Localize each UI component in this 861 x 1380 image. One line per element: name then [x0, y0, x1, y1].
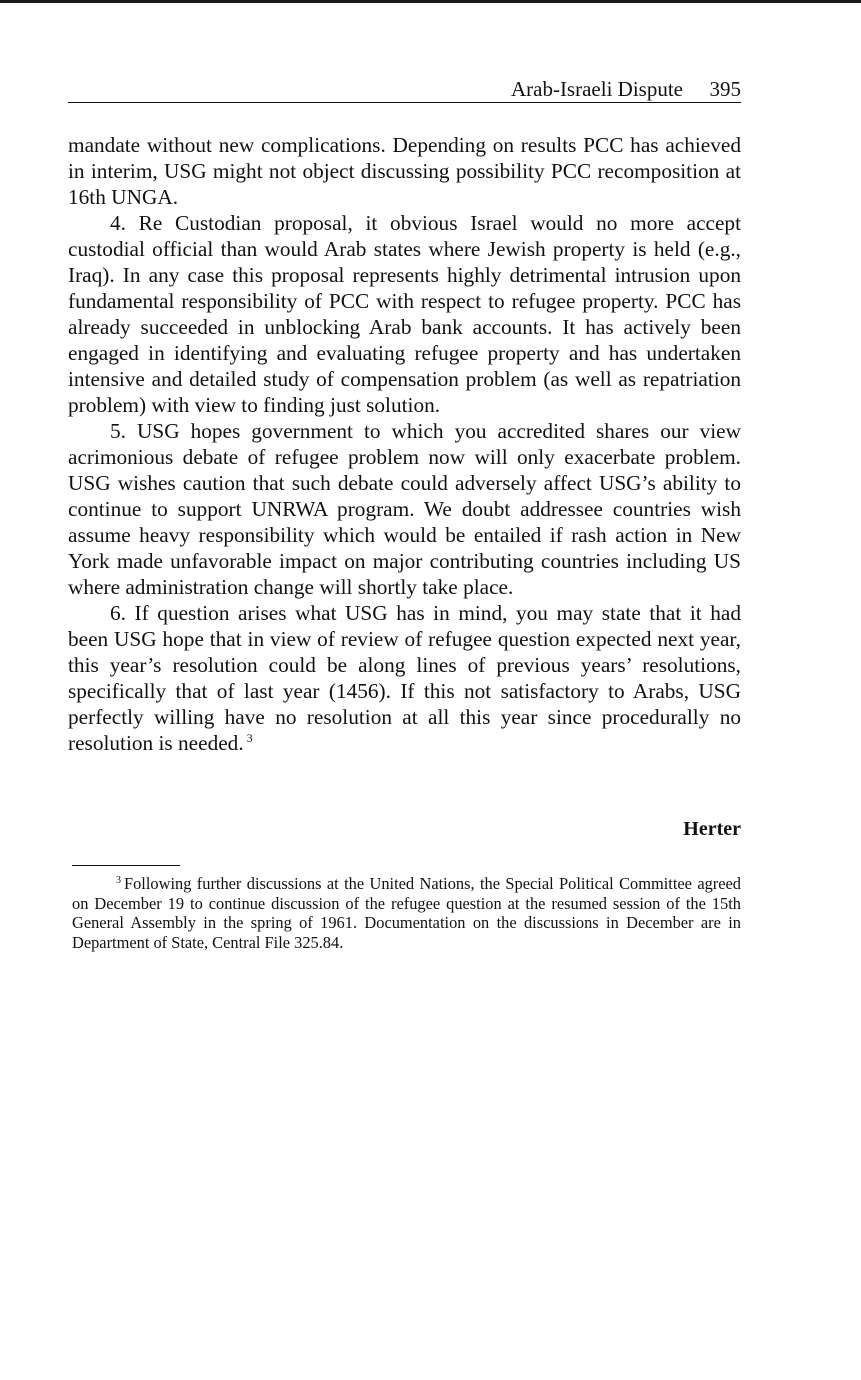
paragraph-4: 4. Re Custodian proposal, it obvious Israel would no more accept custodial official than would Arab states where Jewish property is held (e.g., Iraq). In any case this proposal represents highly detrimental intrusion upon fundamental responsibility of PCC with respect to refugee property. PCC has already succeeded in unblocking Arab bank accounts. It has actively been engaged in identifying and evaluating refugee property and has undertaken intensive and detailed study of compensation problem (as well as repatriation problem) with view to finding just solution.: [68, 211, 741, 417]
paragraph-6: [68, 600, 741, 756]
body-text: [68, 132, 741, 756]
page-top-edge: [0, 0, 861, 3]
footnote-marker: 3: [116, 874, 121, 886]
footnote-divider: [72, 865, 180, 866]
paragraph-continuation: mandate without new complications. Depending on results PCC has achieved in interim, USG might not object discussing possibility PCC recomposition at 16th UNGA.: [68, 133, 741, 209]
footnote-text: Following further discussions at the United Nations, the Special Political Committee agreed on December 19 to continue discussion of the refugee question at the resumed session of the 15th General Assembly in the spring of 1961. Documentation on the discussions in December are in Department of State, Central File 325.84.: [72, 874, 741, 952]
running-header: [68, 76, 741, 103]
page-number: 395: [709, 77, 741, 101]
footnote-reference: 3: [246, 730, 253, 745]
footnote: [72, 874, 741, 952]
paragraph-6-text: 6. If question arises what USG has in mind, you may state that it had been USG hope that in view of review of refugee question expected next year, this year’s resolution could be along lines of previous years’ resolutions, specifically that of last year (1456). If this not satisfactory to Arabs, USG perfectly willing have no resolution at all this year since procedurally no resolution is needed.: [68, 601, 741, 755]
header-title: Arab-Israeli Dispute: [510, 77, 683, 101]
signature: Herter: [683, 818, 741, 840]
paragraph-5: 5. USG hopes government to which you accredited shares our view acrimonious debate of refugee problem now will only exacerbate problem. USG wishes caution that such debate could adversely affect USG’s ability to continue to support UNRWA program. We doubt addressee countries wish assume heavy responsibility which would be entailed if rash action in New York made unfavorable impact on major contributing countries including US where administration change will shortly take place.: [68, 419, 741, 599]
